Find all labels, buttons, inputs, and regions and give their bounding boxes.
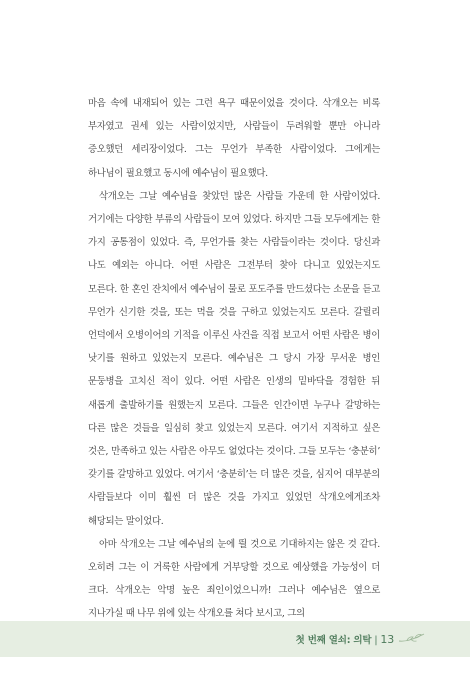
page-body (88, 92, 380, 626)
chapter-label: 첫 번째 열쇠: 의탁 (295, 635, 372, 646)
leaf-sprig-icon (398, 630, 426, 646)
paragraph-2: 삭개오는 그날 예수님을 찾았던 많은 사람들 가운데 한 사람이었다. 거기에는 다양한 부류의 사람들이 모여 있었다. 하지만 그들 모두에게는 한 가지 공통점이 있었다. 즉, 무언가를 찾는 사람들이라는 것이다. 당신과 나도 예외는 아니다. 어떤 사람은 그전부터 찾아 다니고 있었는지도 모른다. 한 혼인 잔치에서 예수님이 물로 포도주를 만드셨다는 소문을 듣고 무언가 신기한 것을, 또는 먹을 것을 구하고 있었는지도 모른다. 갈릴리 언덕에서 오병이어의 기적을 이루신 사건을 직접 보고서 어떤 사람은 병이 낫기를 원하고 있었는지 모른다. 예수님은 그 당시 가장 무서운 병인 문둥병을 고치신 적이 있다. 어떤 사람은 인생의 밑바닥을 경험한 뒤 새롭게 출발하기를 원했는지 모른다. 그들은 인간이면 누구나 갈망하는 다른 많은 것들을 일심히 찾고 있었는지 모른다. 여기서 지적하고 싶은 것은, 만족하고 있는 사람은 아무도 없었다는 것이다. 그들 모두는 ‘충분히’ 갖기를 갈망하고 있었다. 여기서 ‘충분히’는 더 많은 것을, 심지어 대부분의 사람들보다 이미 훨씬 더 많은 것을 가지고 있었던 삭개오에게조차 해당되는 말이었다. (88, 190, 380, 527)
page-number: 13 (380, 633, 394, 646)
running-footer (296, 632, 394, 646)
paragraph-3: 아마 삭개오는 그날 예수님의 눈에 띌 것으로 기대하지는 않은 것 같다. 오히려 그는 이 거룩한 사람에게 거부당할 것으로 예상했을 가능성이 더 크다. 삭개오는 악명 높은 죄인이었으니까! 그러나 예수님은 옆으로 지나가실 때 나무 위에 있는 삭개오를 쳐다 보시고, 그의 (88, 538, 380, 620)
paragraph-1: 마음 속에 내재되어 있는 그런 욕구 때문이었을 것이다. 삭개오는 비록 부자였고 권세 있는 사람이었지만, 사람들이 두려워할 뿐만 아니라 증오했던 세리장이었다. 그는 무언가 부족한 사람이었다. 그에게는 하나님이 필요했고 동시에 예수님이 필요했다. (88, 98, 380, 179)
footer-separator: | (374, 635, 378, 646)
